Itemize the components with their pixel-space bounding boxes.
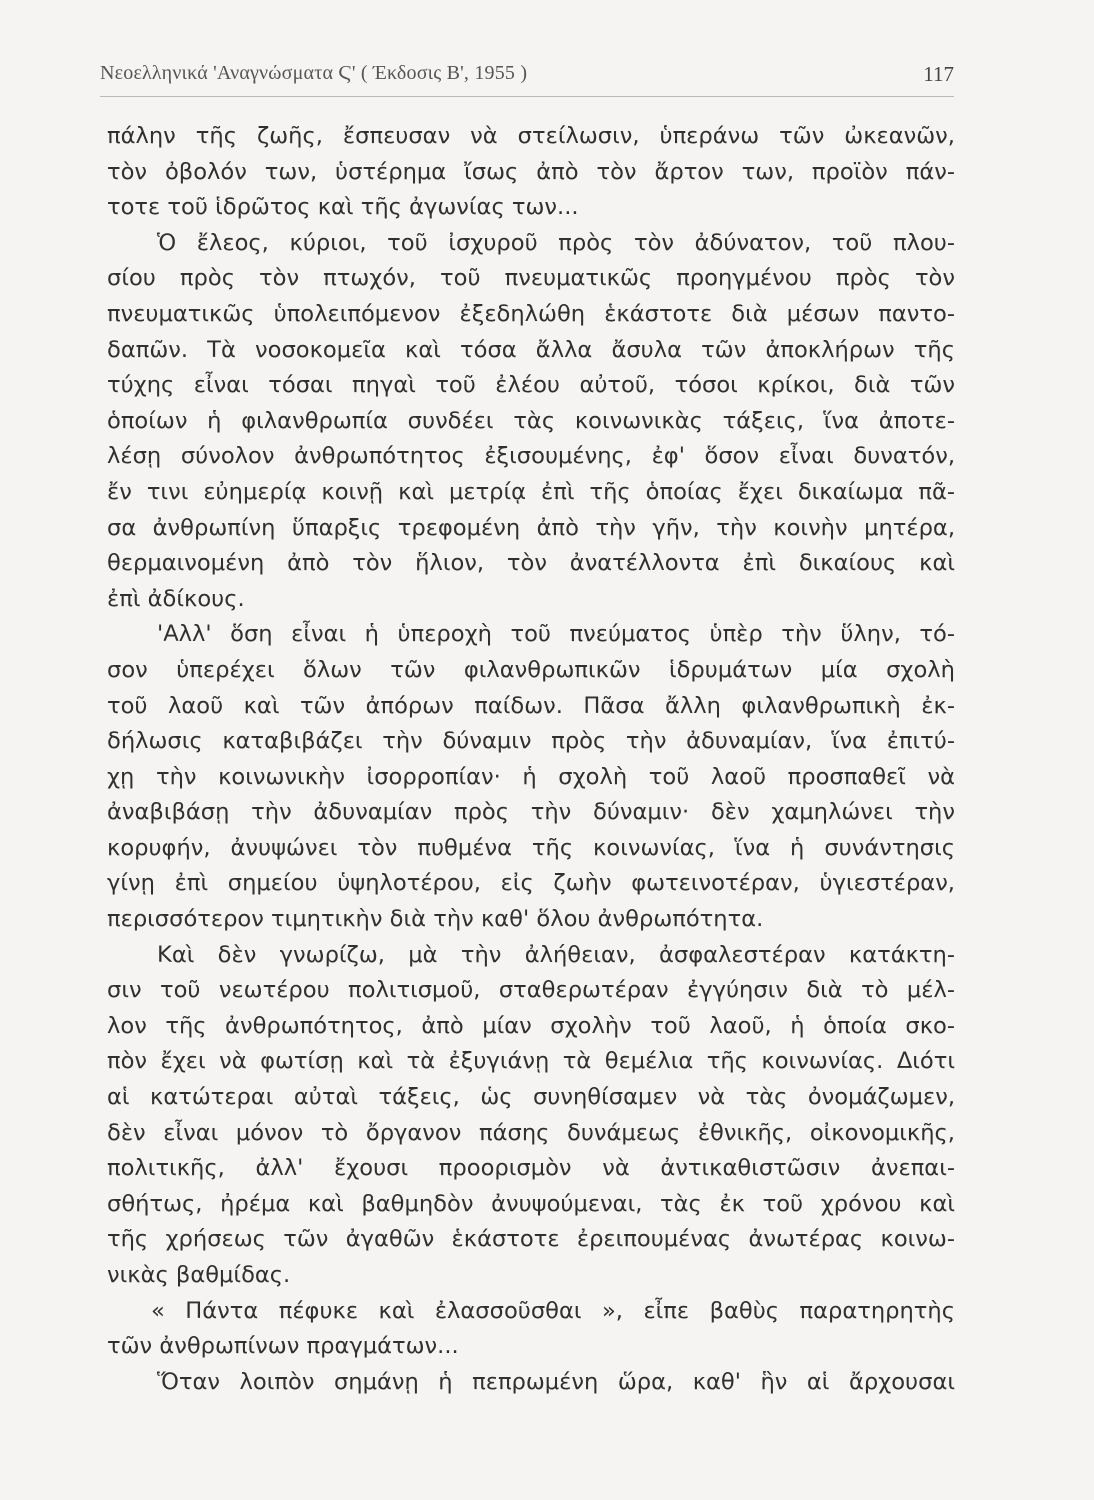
text-line: λον τῆς ἀνθρωπότητος, ἀπὸ μίαν σχολὴν τοῦ λαοῦ, ἡ ὁποία σκο- <box>107 1012 955 1039</box>
text-line: γίνῃ ἐπὶ σημείου ὑψηλοτέρου, εἰς ζωὴν φωτεινοτέραν, ὑγιεστέραν, <box>107 870 955 897</box>
text-line: πάλην τῆς ζωῆς, ἔσπευσαν νὰ στείλωσιν, ὑπεράνω τῶν ὠκεανῶν, <box>107 123 955 149</box>
text-line: Ὁ ἔλεος, κύριοι, τοῦ ἰσχυροῦ πρὸς τὸν ἀδύνατον, τοῦ πλου- <box>157 229 955 256</box>
text-line: σίου πρὸς τὸν πτωχόν, τοῦ πνευματικῶς προηγμένου πρὸς τὸν <box>107 265 955 292</box>
text-line: δαπῶν. Τὰ νοσοκομεῖα καὶ τόσα ἄλλα ἄσυλα τῶν ἀποκλήρων τῆς <box>107 336 955 363</box>
text-line: τῶν ἀνθρωπίνων πραγμάτων... <box>107 1333 459 1360</box>
text-line: κορυφήν, ἀνυψώνει τὸν πυθμένα τῆς κοινωνίας, ἵνα ἡ συνάντησις <box>107 834 955 861</box>
text-line: θερμαινομένη ἀπὸ τὸν ἥλιον, τὸν ἀνατέλλοντα ἐπὶ δικαίους καὶ <box>107 550 955 577</box>
text-line: σα ἀνθρωπίνη ὕπαρξις τρεφομένη ἀπὸ τὴν γῆν, τὴν κοινὴν μητέρα, <box>107 514 955 541</box>
page-number: 117 <box>923 62 954 86</box>
text-line: ὁποίων ἡ φιλανθρωπία συνδέει τὰς κοινωνικὰς τάξεις, ἵνα ἀποτε- <box>107 407 955 434</box>
text-line: Ὅταν λοιπὸν σημάνῃ ἡ πεπρωμένη ὥρα, καθ' ἣν αἱ ἄρχουσαι <box>157 1368 955 1395</box>
text-line: ἔν τινι εὐημερίᾳ κοινῇ καὶ μετρίᾳ ἐπὶ τῆς ὁποίας ἔχει δικαίωμα πᾶ- <box>107 478 955 505</box>
text-line: τῆς χρήσεως τῶν ἀγαθῶν ἑκάστοτε ἐρειπουμένας ἀνωτέρας κοινω- <box>107 1226 955 1253</box>
text-line: πὸν ἔχει νὰ φωτίσῃ καὶ τὰ ἐξυγιάνῃ τὰ θεμέλια τῆς κοινωνίας. Διότι <box>107 1048 955 1075</box>
text-line: περισσότερον τιμητικὴν διὰ τὴν καθ' ὅλου ἀνθρωπότητα. <box>107 906 764 933</box>
text-line: δὲν εἶναι μόνον τὸ ὄργανον πάσης δυνάμεως ἐθνικῆς, οἰκονομικῆς, <box>107 1119 955 1146</box>
text-line: πνευματικῶς ὑπολειπόμενον ἐξεδηλώθη ἑκάστοτε διὰ μέσων παντο- <box>107 300 955 327</box>
text-line: σιν τοῦ νεωτέρου πολιτισμοῦ, σταθερωτέραν ἐγγύησιν διὰ τὸ μέλ- <box>107 977 955 1004</box>
text-line: τοτε τοῦ ἱδρῶτος καὶ τῆς ἀγωνίας των... <box>107 194 579 221</box>
text-line: αἱ κατώτεραι αὐταὶ τάξεις, ὡς συνηθίσαμεν νὰ τὰς ὀνομάζωμεν, <box>107 1084 955 1111</box>
text-line: δήλωσις καταβιβάζει τὴν δύναμιν πρὸς τὴν ἀδυναμίαν, ἵνα ἐπιτύ- <box>107 728 955 755</box>
text-line: τύχης εἶναι τόσαι πηγαὶ τοῦ ἐλέου αὐτοῦ, τόσοι κρίκοι, διὰ τῶν <box>107 372 955 399</box>
text-line: τὸν ὀβολόν των, ὑστέρημα ἴσως ἀπὸ τὸν ἄρτον των, προϊὸν πάν- <box>107 158 955 185</box>
text-line: σθήτως, ἠρέμα καὶ βαθμηδὸν ἀνυψούμεναι, τὰς ἐκ τοῦ χρόνου καὶ <box>107 1190 955 1217</box>
text-line: ἐπὶ ἀδίκους. <box>107 585 245 612</box>
text-line: πολιτικῆς, ἀλλ' ἔχουσι προορισμὸν νὰ ἀντικαθιστῶσιν ἀνεπαι- <box>107 1155 955 1182</box>
body-text <box>107 119 955 1400</box>
text-line: σον ὑπερέχει ὅλων τῶν φιλανθρωπικῶν ἱδρυμάτων μία σχολὴ <box>107 656 955 683</box>
text-line: Καὶ δὲν γνωρίζω, μὰ τὴν ἀλήθειαν, ἀσφαλεστέραν κατάκτη- <box>157 941 955 968</box>
text-line: « Πάντα πέφυκε καὶ ἐλασσοῦσθαι », εἶπε βαθὺς παρατηρητὴς <box>151 1297 955 1324</box>
text-line: νικὰς βαθμίδας. <box>107 1262 291 1288</box>
text-line: 'Αλλ' ὅση εἶναι ἡ ὑπεροχὴ τοῦ πνεύματος ὑπὲρ τὴν ὕλην, τό- <box>157 621 955 648</box>
text-line: ἀναβιβάσῃ τὴν ἀδυναμίαν πρὸς τὴν δύναμιν· δὲν χαμηλώνει τὴν <box>107 799 955 826</box>
running-title: Νεοελληνικά 'Αναγνώσματα Ϛ' ( Έκδοσις Β', 1955 ) <box>100 62 528 84</box>
text-line: χῃ τὴν κοινωνικὴν ἰσορροπίαν· ἡ σχολὴ τοῦ λαοῦ προσπαθεῖ νὰ <box>107 763 955 790</box>
text-line: τοῦ λαοῦ καὶ τῶν ἀπόρων παίδων. Πᾶσα ἄλλη φιλανθρωπικὴ ἐκ- <box>107 692 955 719</box>
running-header <box>100 62 954 97</box>
text-line: λέσῃ σύνολον ἀνθρωπότητος ἐξισουμένης, ἐφ' ὅσον εἶναι δυνατόν, <box>107 443 955 470</box>
